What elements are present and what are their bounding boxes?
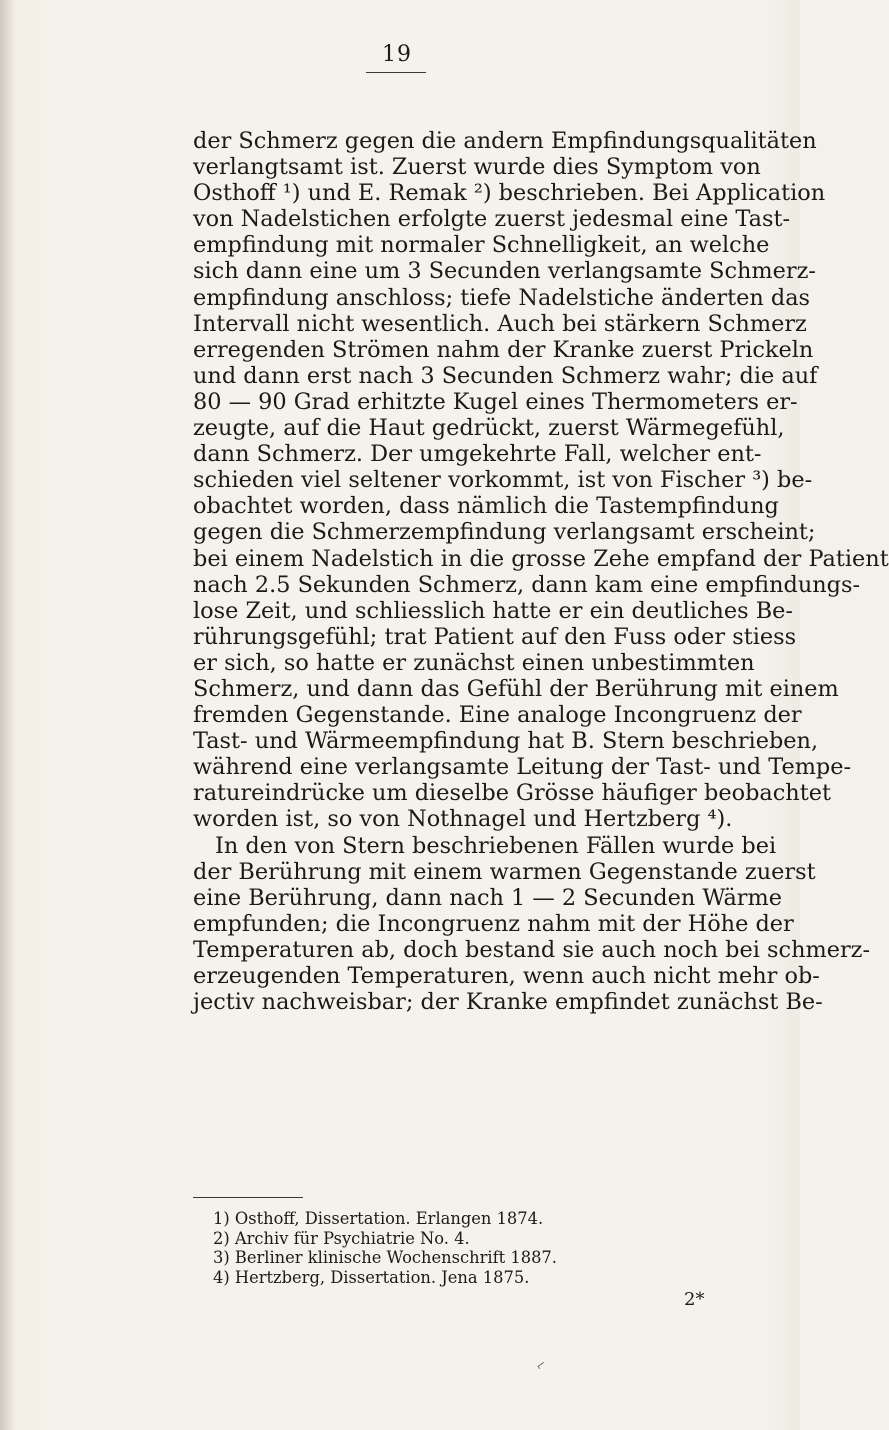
text-line: empfindung mit normaler Schnelligkeit, an welche — [193, 232, 770, 259]
text-line: lose Zeit, und schliesslich hatte er ein deutliches Be- — [193, 597, 793, 624]
text-line: zeugte, auf die Haut gedrückt, zuerst Wärmegefühl, — [193, 415, 785, 442]
ink-mark: ⌐ — [532, 1356, 550, 1374]
text-line: der Berührung mit einem warmen Gegenstande zuerst — [193, 858, 816, 885]
text-line: rührungsgefühl; trat Patient auf den Fuss oder stiess — [193, 623, 797, 650]
text-line: fremden Gegenstande. Eine analoge Incongruenz der — [193, 702, 802, 729]
text-line: eine Berührung, dann nach 1 — 2 Secunden Wärme — [193, 884, 782, 911]
text-line: 80 — 90 Grad erhitzte Kugel eines Thermometers er- — [193, 388, 798, 415]
text-line: Osthoff ¹) und E. Remak ²) beschrieben. Bei Application — [193, 180, 826, 207]
text-line: er sich, so hatte er zunächst einen unbestimmten — [193, 649, 755, 676]
page-edge-shadow — [0, 0, 14, 1430]
footnote: 2) Archiv für Psychiatrie No. 4. — [213, 1228, 470, 1248]
text-line: obachtet worden, dass nämlich die Tastempfindung — [193, 493, 779, 520]
text-line: empfunden; die Incongruenz nahm mit der Höhe der — [193, 910, 794, 937]
text-line: jectiv nachweisbar; der Kranke empfindet zunächst Be- — [193, 989, 823, 1016]
footnote-rule — [193, 1197, 303, 1198]
text-line: der Schmerz gegen die andern Empfindungsqualitäten — [193, 128, 817, 154]
text-line: In den von Stern beschriebenen Fällen wurde bei — [215, 832, 777, 859]
footnotes — [213, 1209, 733, 1287]
text-line: während eine verlangsamte Leitung der Tast- und Tempe- — [193, 754, 852, 781]
text-line: Schmerz, und dann das Gefühl der Berührung mit einem — [193, 675, 839, 702]
text-line: empfindung anschloss; tiefe Nadelstiche änderten das — [193, 284, 811, 311]
page-number: 19 — [382, 42, 412, 67]
body-text — [193, 128, 889, 1016]
footnote: 4) Hertzberg, Dissertation. Jena 1875. — [213, 1267, 530, 1287]
text-line: sich dann eine um 3 Secunden verlangsamte Schmerz- — [193, 258, 816, 285]
page-number-rule — [366, 72, 426, 73]
text-line: erzeugenden Temperaturen, wenn auch nicht mehr ob- — [193, 963, 820, 989]
footnote: 1) Osthoff, Dissertation. Erlangen 1874. — [213, 1209, 544, 1228]
text-line: erregenden Strömen nahm der Kranke zuerst Prickeln — [193, 336, 814, 363]
text-line: Temperaturen ab, doch bestand sie auch noch bei schmerz- — [193, 936, 871, 963]
text-line: ratureindrücke um dieselbe Grösse häufiger beobachtet — [193, 780, 831, 807]
text-line: dann Schmerz. Der umgekehrte Fall, welcher ent- — [193, 441, 762, 468]
text-line: Intervall nicht wesentlich. Auch bei stärkern Schmerz — [193, 310, 807, 337]
text-line: nach 2.5 Sekunden Schmerz, dann kam eine empfindungs- — [193, 571, 861, 598]
text-line: bei einem Nadelstich in die grosse Zehe empfand der Patient — [193, 545, 889, 572]
footnote: 3) Berliner klinische Wochenschrift 1887. — [213, 1248, 557, 1268]
text-line: und dann erst nach 3 Secunden Schmerz wahr; die auf — [193, 362, 818, 389]
text-line: von Nadelstichen erfolgte zuerst jedesmal eine Tast- — [193, 206, 791, 233]
text-line: worden ist, so von Nothnagel und Hertzberg ⁴). — [193, 806, 733, 833]
text-line: verlangtsamt ist. Zuerst wurde dies Symptom von — [193, 154, 761, 181]
text-line: Tast- und Wärmeempfindung hat B. Stern beschrieben, — [193, 728, 819, 755]
text-line: gegen die Schmerzempfindung verlangsamt erscheint; — [193, 519, 816, 546]
printer-signature: 2* — [684, 1289, 705, 1310]
text-line: schieden viel seltener vorkommt, ist von Fischer ³) be- — [193, 467, 813, 494]
